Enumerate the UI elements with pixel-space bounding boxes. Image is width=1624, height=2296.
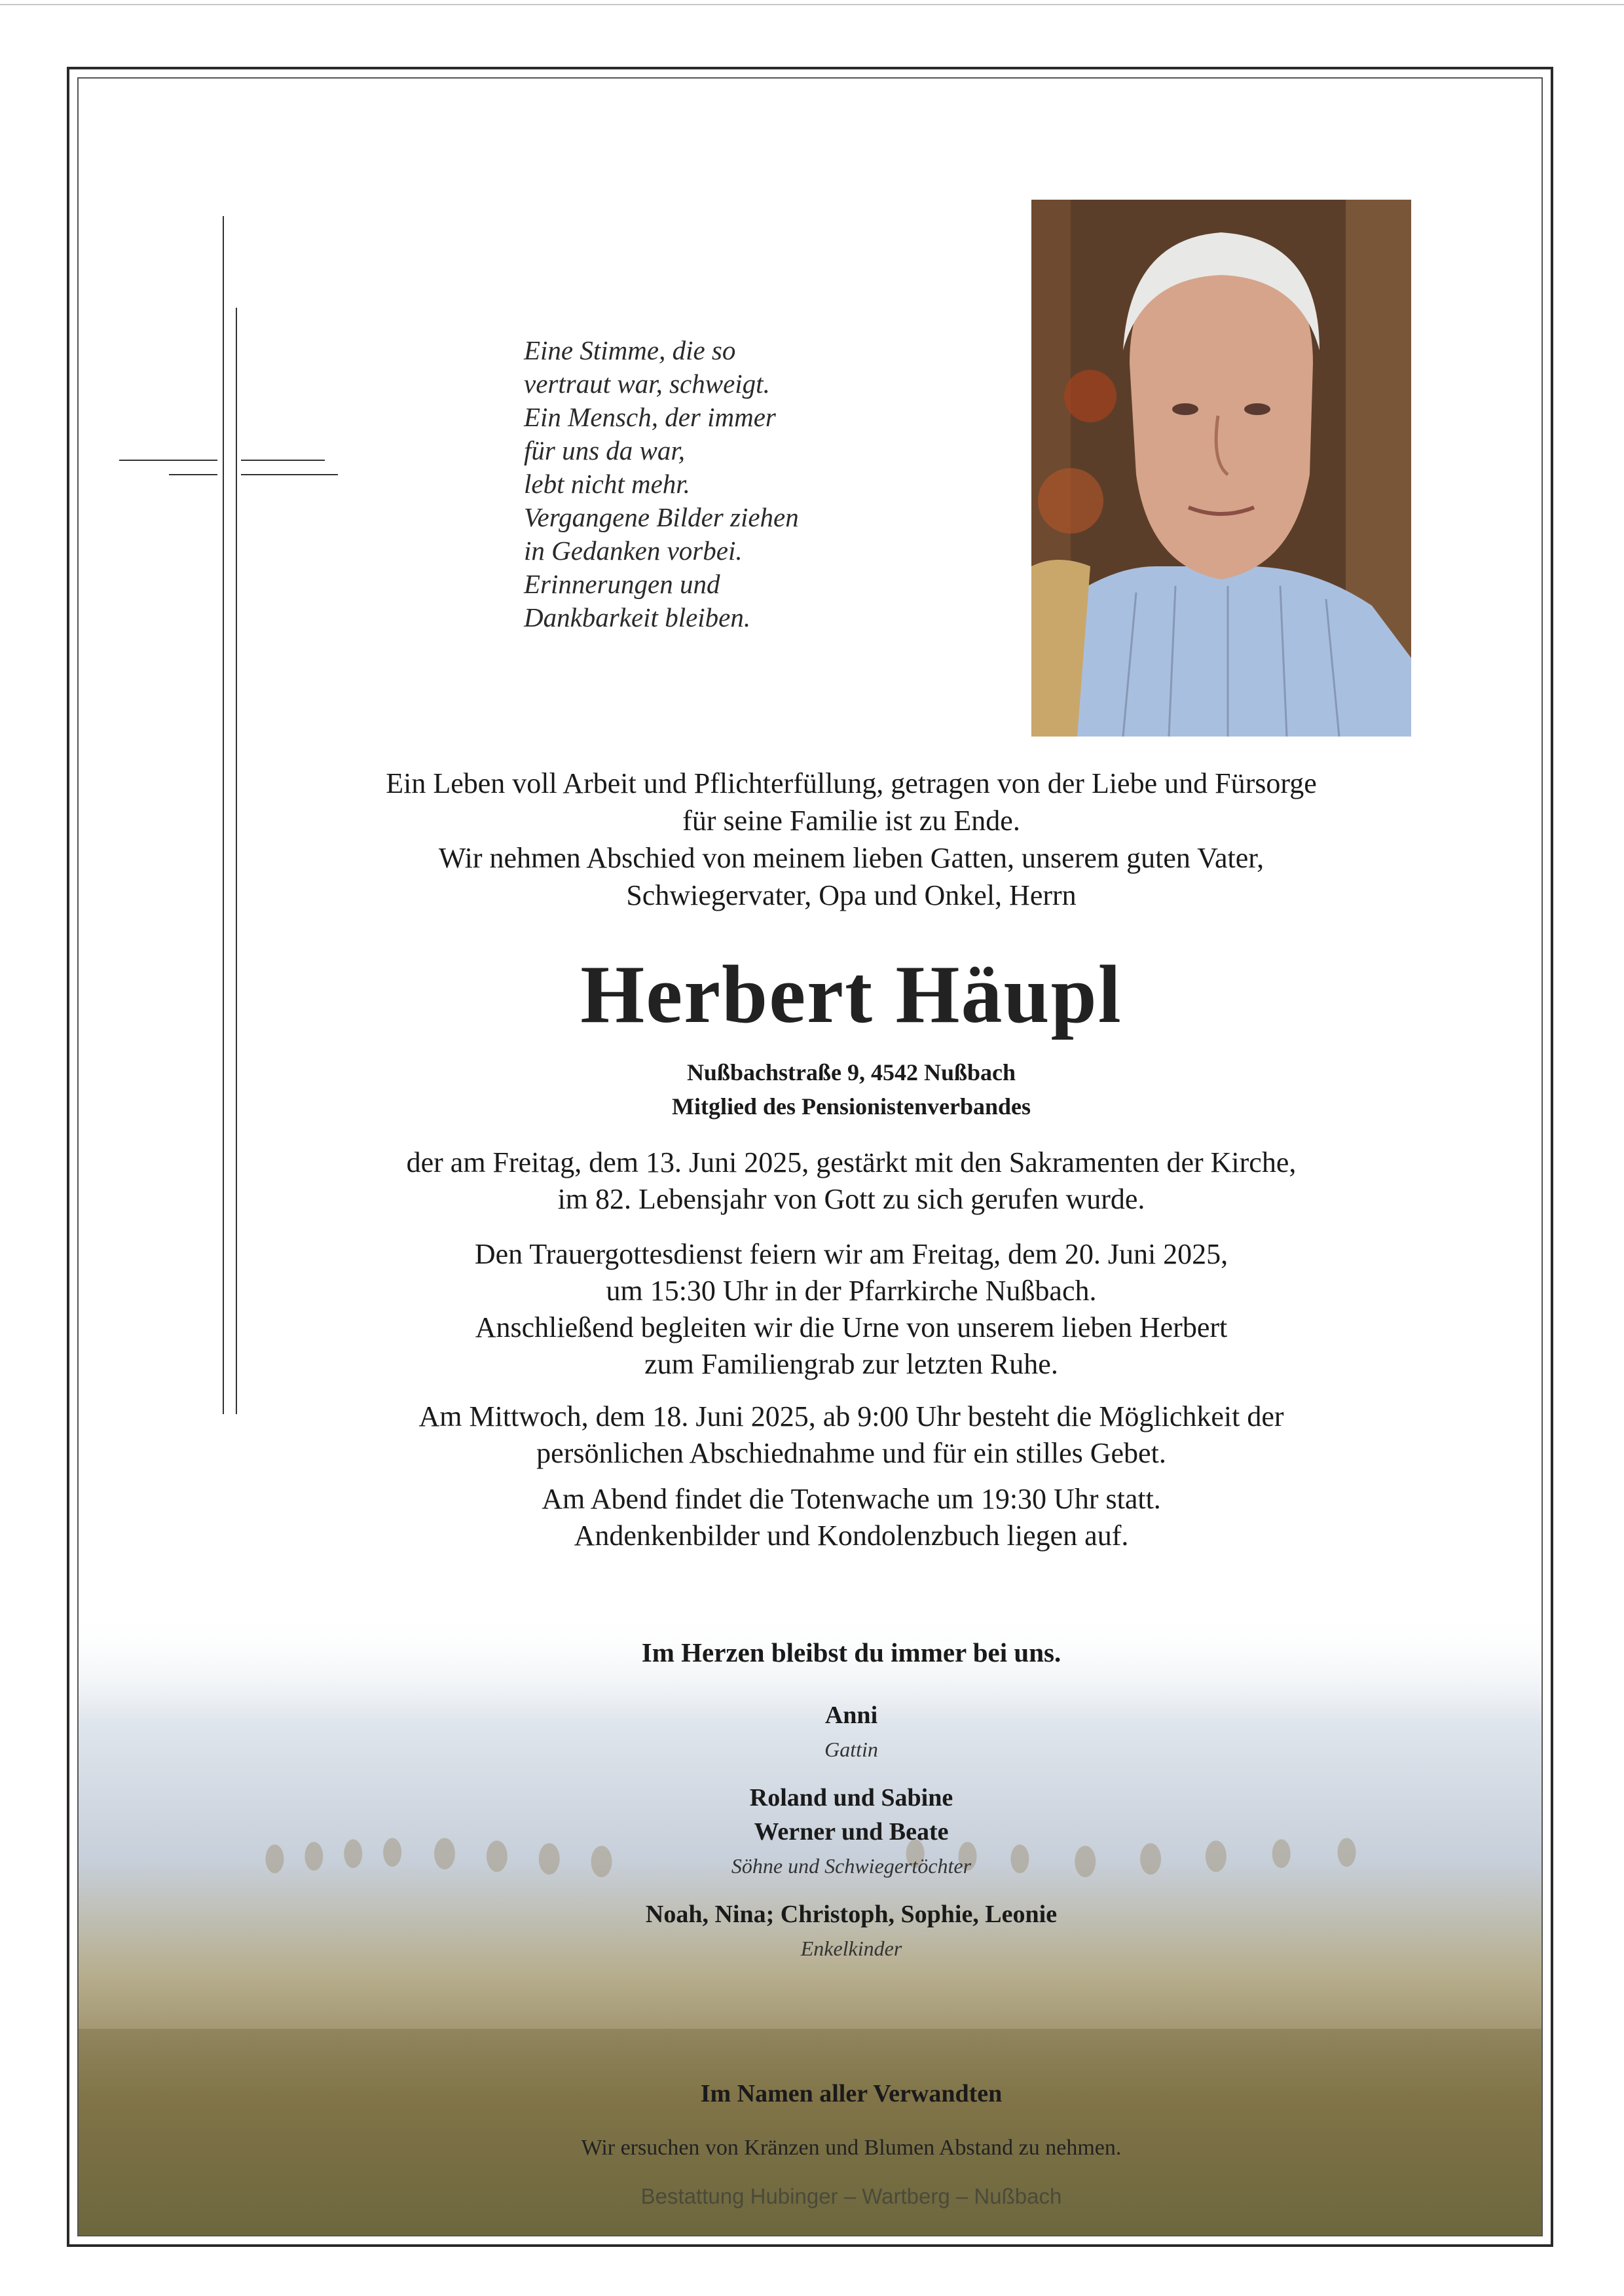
poem-line: in Gedanken vorbei. [524, 536, 743, 566]
service-line: Anschließend begleiten wir die Urne von unserem lieben Herbert [475, 1311, 1228, 1343]
intro-line: Ein Leben voll Arbeit und Pflichterfüllung, getragen von der Liebe und Fürsorge [386, 767, 1317, 799]
intro-line: Schwiegervater, Opa und Onkel, Herrn [626, 879, 1077, 911]
mourner-name: Anni [824, 1702, 878, 1729]
memorial-poem [524, 334, 799, 634]
mourners-list [327, 1698, 1375, 1980]
wake-info [327, 1481, 1375, 1554]
farewell-line: Am Mittwoch, dem 18. Juni 2025, ab 9:00 Uhr besteht die Möglichkeit der [418, 1400, 1284, 1432]
death-notice [327, 1144, 1375, 1218]
intro-line: Wir nehmen Abschied von meinem lieben Gatten, unserem guten Vater, [438, 842, 1264, 874]
poem-line: Vergangene Bilder ziehen [524, 502, 799, 532]
memorial-cross [111, 216, 341, 1414]
poem-line: Dankbarkeit bleiben. [524, 602, 751, 632]
deceased-membership: Mitglied des Pensionistenverbandes [671, 1093, 1031, 1120]
mourner-relation: Söhne und Schwiegertöchter [731, 1854, 972, 1878]
intro-text [327, 765, 1375, 914]
farewell-line: persönlichen Abschiednahme und für ein stilles Gebet. [536, 1437, 1166, 1469]
closing-line: Im Herzen bleibst du immer bei uns. [641, 1637, 1061, 1667]
service-line: zum Familiengrab zur letzten Ruhe. [644, 1348, 1058, 1380]
poem-line: vertraut war, schweigt. [524, 369, 770, 399]
death-notice-line: im 82. Lebensjahr von Gott zu sich gerufen wurde. [557, 1183, 1145, 1215]
mourner-name: Werner und Beate [754, 1818, 949, 1846]
mourner-name: Noah, Nina; Christoph, Sophie, Leonie [645, 1901, 1058, 1928]
deceased-address: Nußbachstraße 9, 4542 Nußbach [686, 1059, 1016, 1085]
mourner-relation: Enkelkinder [800, 1937, 902, 1960]
mourner-name: Roland und Sabine [749, 1784, 953, 1812]
mourner-relation: Gattin [824, 1738, 878, 1761]
funeral-service [327, 1236, 1375, 1383]
service-line: um 15:30 Uhr in der Pfarrkirche Nußbach. [606, 1275, 1097, 1307]
poem-line: für uns da war, [524, 435, 686, 465]
service-line: Den Trauergottesdienst feiern wir am Freitag, dem 20. Juni 2025, [474, 1238, 1228, 1270]
wake-line: Am Abend findet die Totenwache um 19:30 Uhr statt. [542, 1483, 1161, 1515]
deceased-details [327, 1055, 1375, 1123]
farewell-info [327, 1398, 1375, 1472]
poem-line: Eine Stimme, die so [524, 335, 736, 365]
poem-line: lebt nicht mehr. [524, 469, 690, 499]
deceased-name: Herbert Häupl [580, 949, 1122, 1040]
undertaker-credit: Bestattung Hubinger – Wartberg – Nußbach [640, 2184, 1062, 2208]
poem-line: Ein Mensch, der immer [524, 402, 776, 432]
flowers-request: Wir ersuchen von Kränzen und Blumen Abstand zu nehmen. [581, 2136, 1122, 2160]
portrait-photo [1031, 200, 1411, 737]
poem-line: Erinnerungen und [524, 569, 720, 599]
death-notice-line: der am Freitag, dem 13. Juni 2025, gestärkt mit den Sakramenten der Kirche, [406, 1146, 1297, 1178]
top-edge-line [0, 4, 1624, 5]
on-behalf-line: Im Namen aller Verwandten [700, 2080, 1003, 2107]
intro-line: für seine Familie ist zu Ende. [682, 805, 1020, 837]
wake-line: Andenkenbilder und Kondolenzbuch liegen auf. [574, 1520, 1129, 1552]
